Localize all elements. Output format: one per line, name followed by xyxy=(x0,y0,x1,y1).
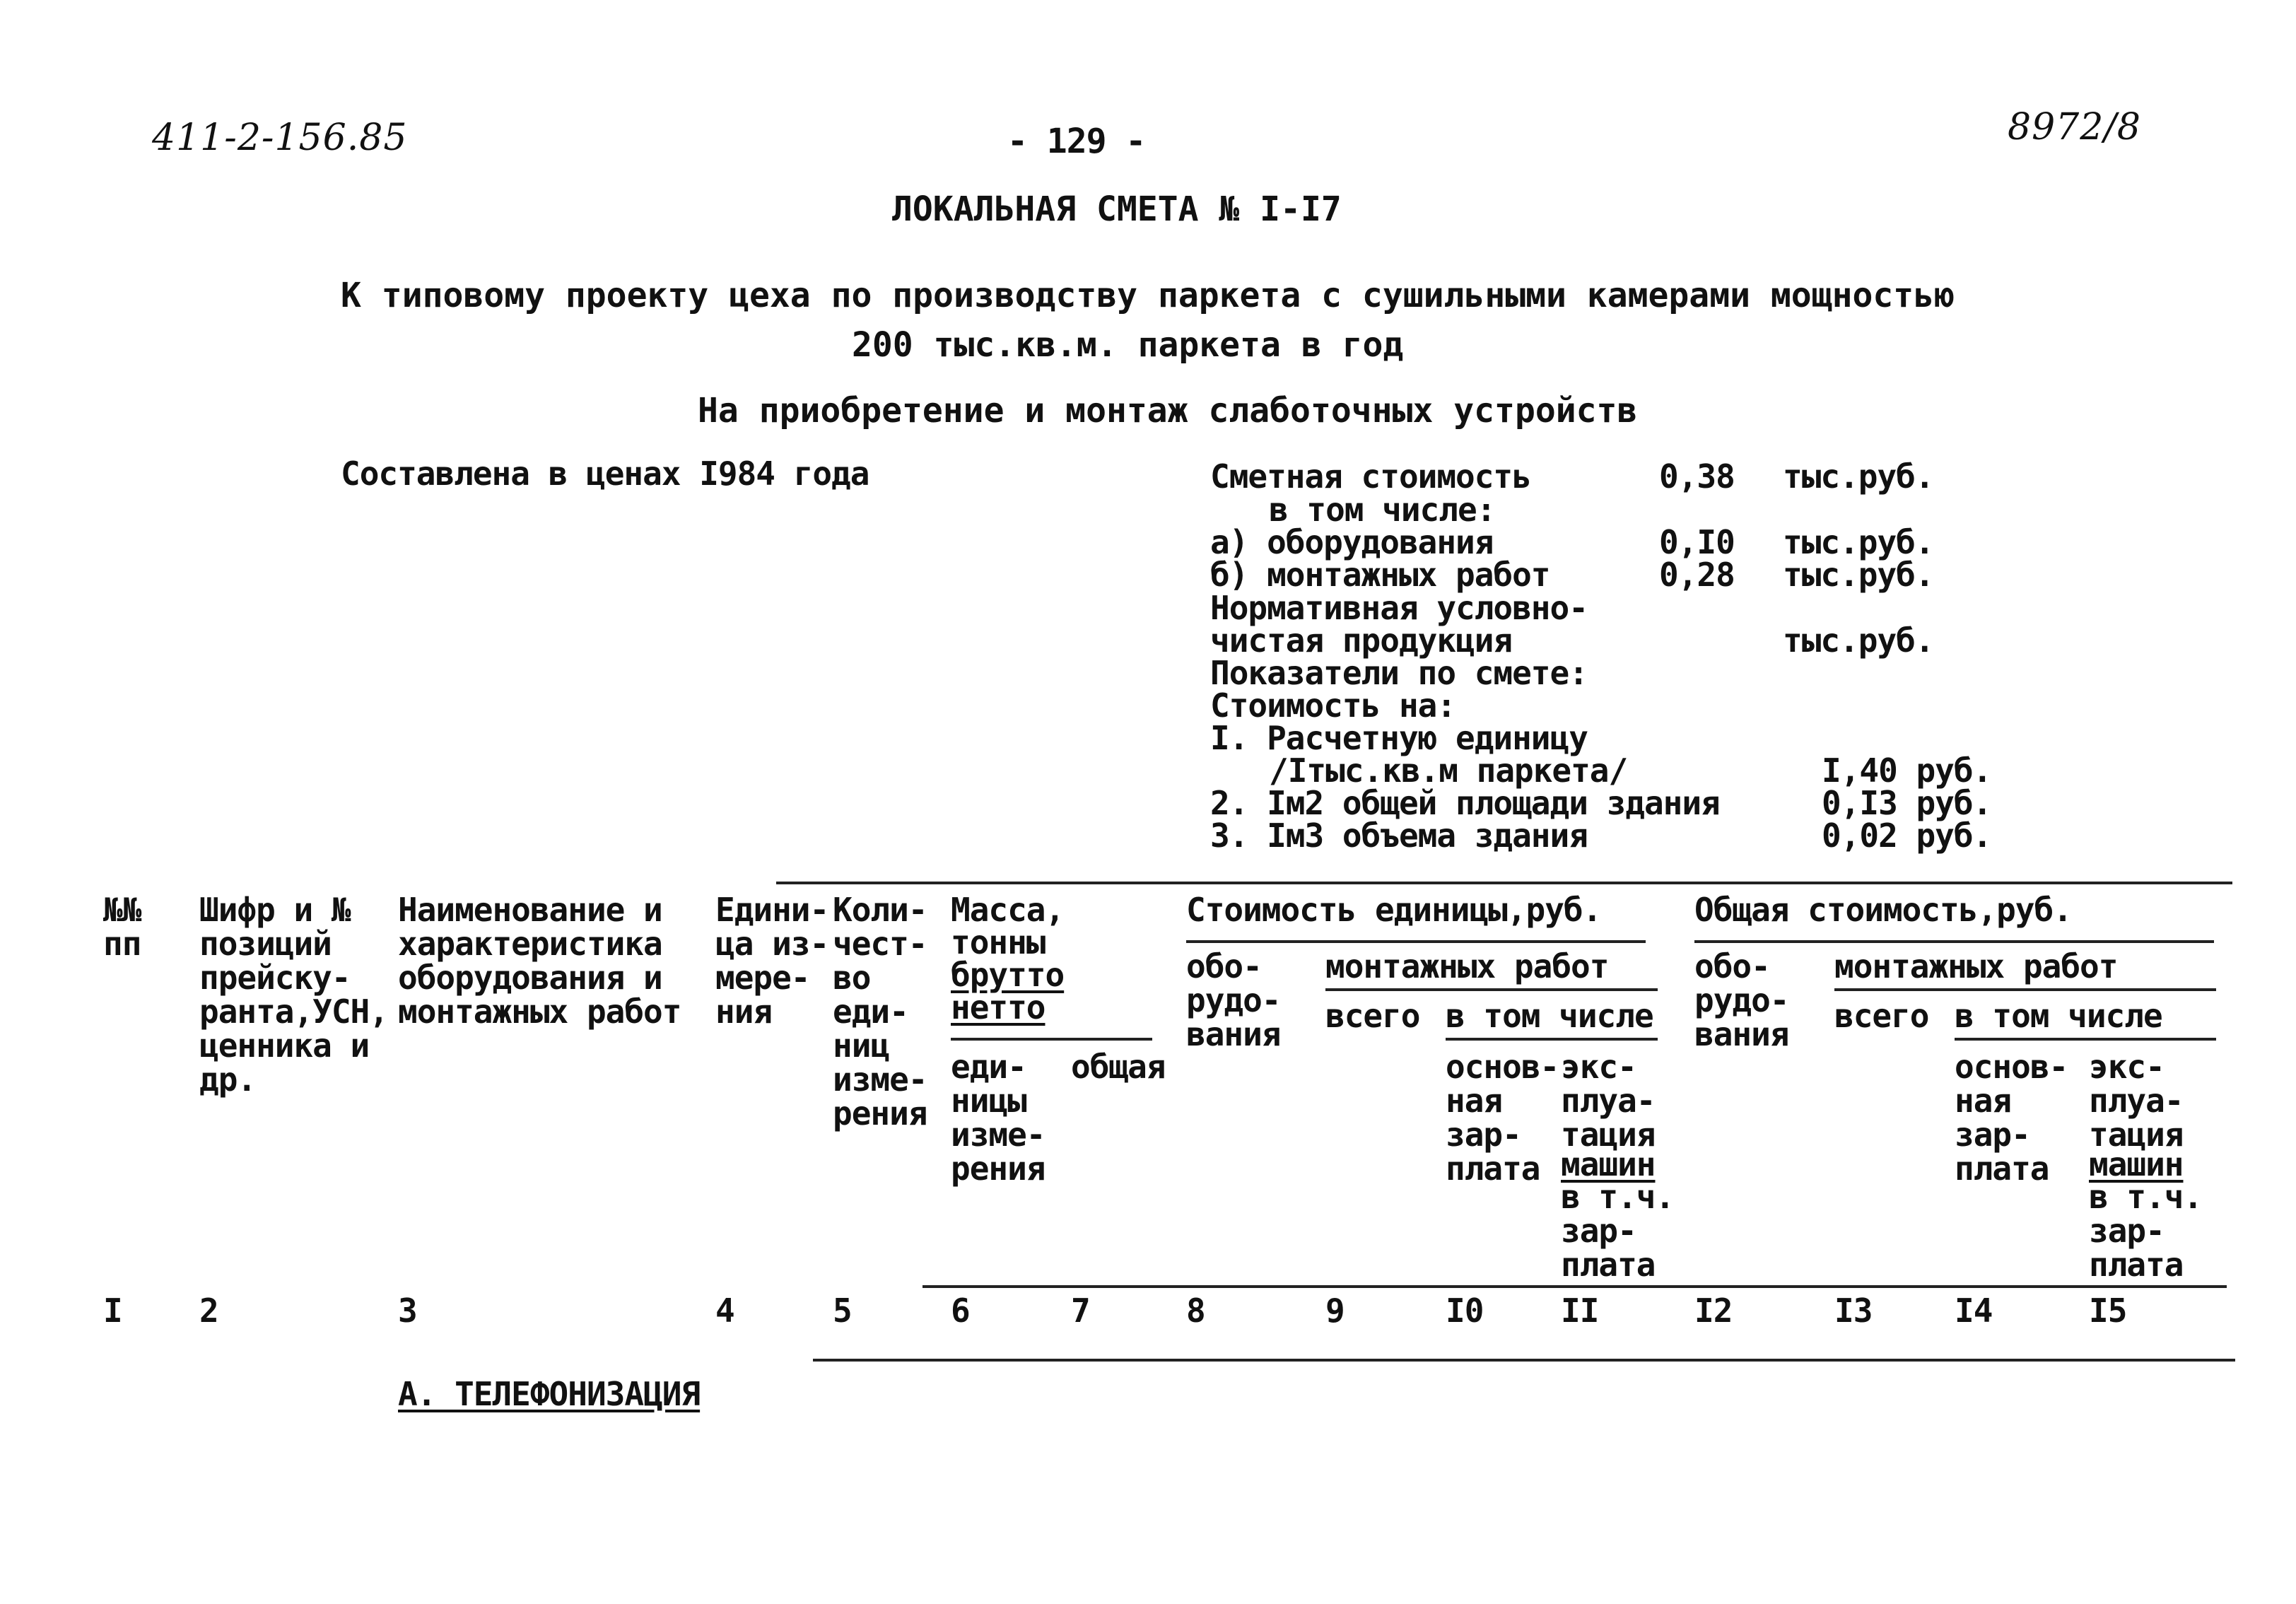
unit-install-rule xyxy=(1325,988,1658,991)
including-label: в том числе: xyxy=(1269,491,1496,529)
mass-rule xyxy=(951,1038,1152,1041)
project-line-2: 200 тыс.кв.м. паркета в год xyxy=(852,325,1404,365)
mass-unit-label: тонны xyxy=(951,923,1046,961)
total-incl-rule xyxy=(1955,1038,2216,1041)
installation-value: 0,28 xyxy=(1659,556,1735,594)
unit-cost-rule xyxy=(1186,940,1646,943)
indicator-2-value: 0,I3 руб. xyxy=(1822,784,1992,822)
column-number: I4 xyxy=(1955,1292,1993,1330)
unit-cost-machines-pay: в т.ч. зар- плата xyxy=(1561,1178,1675,1284)
column-number: I2 xyxy=(1694,1292,1733,1330)
header-bottom-rule xyxy=(922,1285,2227,1288)
indicator-1-value: I,40 руб. xyxy=(1822,751,1992,790)
sheet-reference: 8972/8 xyxy=(2008,106,2141,148)
mass-brutto: брутто xyxy=(951,956,1065,994)
total-cost-value: 0,38 xyxy=(1659,457,1735,496)
document-code: 411-2-156.85 xyxy=(152,117,408,159)
column-number: 7 xyxy=(1071,1292,1090,1330)
total-cost-label: Сметная стоимость xyxy=(1210,457,1531,496)
indicator-1-line-2: /Iтыс.кв.м паркета/ xyxy=(1269,751,1628,790)
column-number: I xyxy=(103,1292,122,1330)
unit-cost-machines-label: машин xyxy=(1561,1145,1656,1183)
unit-label: тыс.руб. xyxy=(1783,523,1934,561)
total-cost-machines-label: машин xyxy=(2089,1145,2184,1183)
mass-label: Масса, xyxy=(951,891,1065,929)
equipment-label: а) оборудования xyxy=(1210,523,1494,561)
column-number: I5 xyxy=(2089,1292,2127,1330)
cost-on-label: Стоимость на: xyxy=(1210,686,1456,725)
total-cost-machines-pay: в т.ч. зар- плата xyxy=(2089,1178,2203,1284)
unit-label: тыс.руб. xyxy=(1783,457,1934,496)
col-header-mass-unit: еди- ницы изме- рения xyxy=(951,1048,1046,1188)
document-title: ЛОКАЛЬНАЯ СМЕТА № I-I7 xyxy=(892,189,1342,229)
total-cost-equipment: обо- рудо- вания xyxy=(1694,947,1789,1053)
unit-cost-machines: экс- плуа- тация xyxy=(1561,1048,1656,1154)
column-number: 9 xyxy=(1325,1292,1345,1330)
column-number: 4 xyxy=(715,1292,734,1330)
unit-incl-rule xyxy=(1446,1038,1658,1041)
column-number: 3 xyxy=(398,1292,417,1330)
indicator-1-line-1: I. Расчетную единицу xyxy=(1210,719,1588,757)
equipment-value: 0,I0 xyxy=(1659,523,1735,561)
col-header-name: Наименование и характеристика оборудования и монтажных работ xyxy=(398,891,681,1031)
indicator-3-value: 0,02 руб. xyxy=(1822,816,1992,855)
total-install-rule xyxy=(1834,988,2216,991)
total-cost-incl: в том числе xyxy=(1955,997,2162,1035)
prices-note: Составлена в ценах I984 года xyxy=(341,455,869,493)
unit-label: тыс.руб. xyxy=(1783,621,1934,660)
total-cost-base-pay: основ- ная зар- плата xyxy=(1955,1048,2068,1188)
numbers-bottom-rule xyxy=(813,1359,2235,1362)
section-title: А. ТЕЛЕФОНИЗАЦИЯ xyxy=(398,1375,701,1413)
col-header-code: Шифр и № позиций прейску- ранта,УСН, ценника и др. xyxy=(199,891,388,1099)
unit-cost-equipment: обо- рудо- вания xyxy=(1186,947,1281,1053)
total-cost-rule xyxy=(1694,940,2214,943)
unit-cost-installation: монтажных работ xyxy=(1325,947,1609,985)
table-top-rule xyxy=(776,882,2232,884)
mass-netto: нетто xyxy=(951,988,1046,1026)
unit-label: тыс.руб. xyxy=(1783,556,1934,594)
column-number: 6 xyxy=(951,1292,970,1330)
total-cost-header: Общая стоимость,руб. xyxy=(1694,891,2072,929)
indicator-2-label: 2. Iм2 общей площади здания xyxy=(1210,784,1720,822)
unit-cost-all: всего xyxy=(1325,997,1420,1035)
column-number: II xyxy=(1561,1292,1599,1330)
column-number: 8 xyxy=(1186,1292,1205,1330)
col-header-number: №№ пп xyxy=(103,891,141,963)
column-number: I3 xyxy=(1834,1292,1873,1330)
col-header-mass-total: общая xyxy=(1071,1048,1166,1086)
normative-line-2: чистая продукция xyxy=(1210,621,1513,660)
indicators-label: Показатели по смете: xyxy=(1210,654,1588,692)
col-header-quantity: Коли- чест- во еди- ниц изме- рения xyxy=(833,891,927,1132)
column-number: 5 xyxy=(833,1292,852,1330)
purpose-line: На приобретение и монтаж слаботочных устройств xyxy=(698,391,1638,431)
total-cost-installation: монтажных работ xyxy=(1834,947,2118,985)
indicator-3-label: 3. Iм3 объема здания xyxy=(1210,816,1588,855)
page-number: - 129 - xyxy=(1007,122,1146,161)
total-cost-all: всего xyxy=(1834,997,1929,1035)
column-number: I0 xyxy=(1446,1292,1484,1330)
unit-cost-base-pay: основ- ная зар- плата xyxy=(1446,1048,1559,1188)
project-line-1: К типовому проекту цеха по производству паркета с сушильными камерами мощностью xyxy=(341,276,1955,315)
unit-cost-header: Стоимость единицы,руб. xyxy=(1186,891,1602,929)
unit-cost-incl: в том числе xyxy=(1446,997,1653,1035)
installation-label: б) монтажных работ xyxy=(1210,556,1550,594)
normative-line-1: Нормативная условно- xyxy=(1210,589,1588,627)
total-cost-machines: экс- плуа- тация xyxy=(2089,1048,2184,1154)
col-header-unit: Едини- ца из- мере- ния xyxy=(715,891,829,1031)
column-number: 2 xyxy=(199,1292,218,1330)
